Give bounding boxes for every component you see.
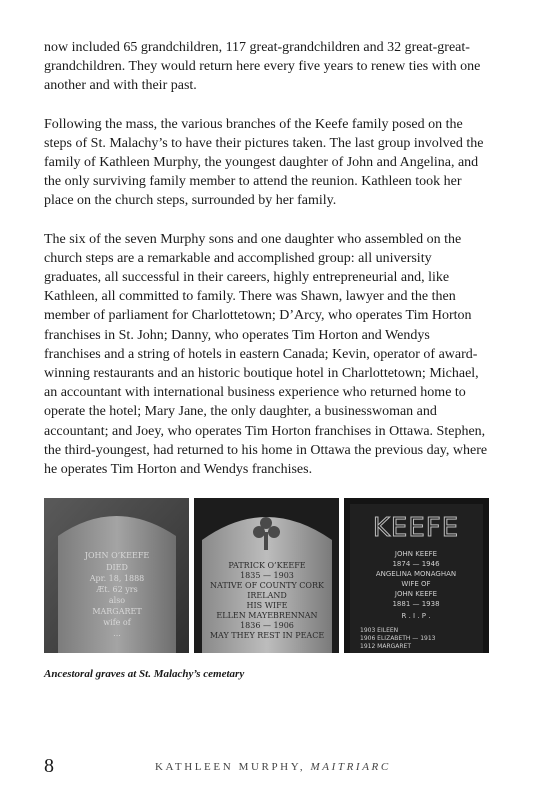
stone-line: 1874 — 1946: [392, 560, 440, 568]
paragraph: Following the mass, the various branches of the Keefe family posed on the steps of St. Malachy’s to have their pictures taken. The last group involved the family of Kathleen Murphy, the youngest daughter of John and Angelina, and the only surviving family member to attend the reunion. Kathleen took her place on the church steps, surrounded by her family.: [44, 116, 484, 209]
stone-line: wife of: [103, 618, 131, 627]
stone-line: DIED: [106, 563, 128, 572]
stone-line: HIS WIFE: [246, 601, 288, 610]
stone-line: JOHN KEEFE: [394, 590, 438, 598]
paragraph: The six of the seven Murphy sons and one daughter who assembled on the church steps are a remarkable and accomplished group: all university graduates, all successful in their careers, highly entrepreneurial and, like Kathleen, all committed to family. There was Shawn, lawyer and the then member of parliament for Charlottetown; D’Arcy, who operates Tim Horton franchises in St. John; Danny, who operates Tim Horton and Wendys franchises and a string of hotels in eastern Canada; Kevin, operator of award-winning restaurants and an historic boutique hotel in Charlottetown; Michael, an accountant with international business experience who returned home to operate the hotel; Mary Jane, the only daughter, a businesswoman and accountant; and Joey, who operates Tim Horton franchises in Ottawa. Stephen, the third-youngest, had returned to his home in Ottawa the previous day, where he operates Tim Horton and Wendys franchises.: [44, 231, 488, 478]
stone-line: Æt. 62 yrs: [96, 585, 138, 594]
page-footer: [0, 755, 533, 785]
stone-line: JOHN O’KEEFE: [84, 551, 150, 560]
stone-line: WIFE OF: [401, 580, 431, 588]
stone-line: 1912 MARGARET: [360, 643, 412, 650]
stone-line: ...: [113, 629, 121, 638]
page-body: [44, 38, 489, 479]
stone-line: MAY THEY REST IN PEACE: [209, 631, 325, 640]
gravestone-photo-john-keefe: [344, 498, 489, 653]
paragraph: now included 65 grandchildren, 117 great-grandchildren and 32 great-great-grandchildren. They would return here every five years to renew ties with one another and with their past.: [44, 40, 481, 94]
stone-line: also: [108, 596, 126, 605]
running-head-title: MAITRIARC: [310, 761, 391, 773]
stone-line: 1836 — 1906: [240, 621, 294, 630]
page-number: 8: [44, 755, 54, 777]
stone-line: JOHN KEEFE: [394, 550, 438, 558]
stone-line: PATRICK O’KEEFE: [228, 561, 306, 570]
stone-line: ELLEN MAYEBRENNAN: [216, 611, 318, 620]
running-head: [155, 761, 391, 773]
stone-line: 1881 — 1938: [392, 600, 440, 608]
gravestone-photo-john-okeefe: [44, 498, 189, 653]
stone-line: R . I . P .: [401, 612, 431, 620]
stone-line: 1906 ELIZABETH — 1913: [360, 635, 436, 642]
stone-line: MARGARET: [92, 607, 142, 616]
stone-line: IRELAND: [247, 591, 287, 600]
running-head-name: KATHLEEN MURPHY,: [155, 761, 306, 773]
grave-photos: [44, 498, 489, 653]
stone-line: Apr. 18, 1888: [89, 574, 145, 583]
stone-line: ANGELINA MONAGHAN: [375, 570, 457, 578]
stone-line: 1835 — 1903: [240, 571, 294, 580]
gravestone-photo-patrick-okeefe: [194, 498, 339, 653]
stone-line: 1903 EILEEN: [360, 627, 399, 634]
photo-caption: Ancestoral graves at St. Malachy’s cemetary: [44, 668, 245, 680]
stone-title: KEEFE: [372, 513, 460, 543]
stone-line: NATIVE OF COUNTY CORK: [210, 581, 324, 590]
